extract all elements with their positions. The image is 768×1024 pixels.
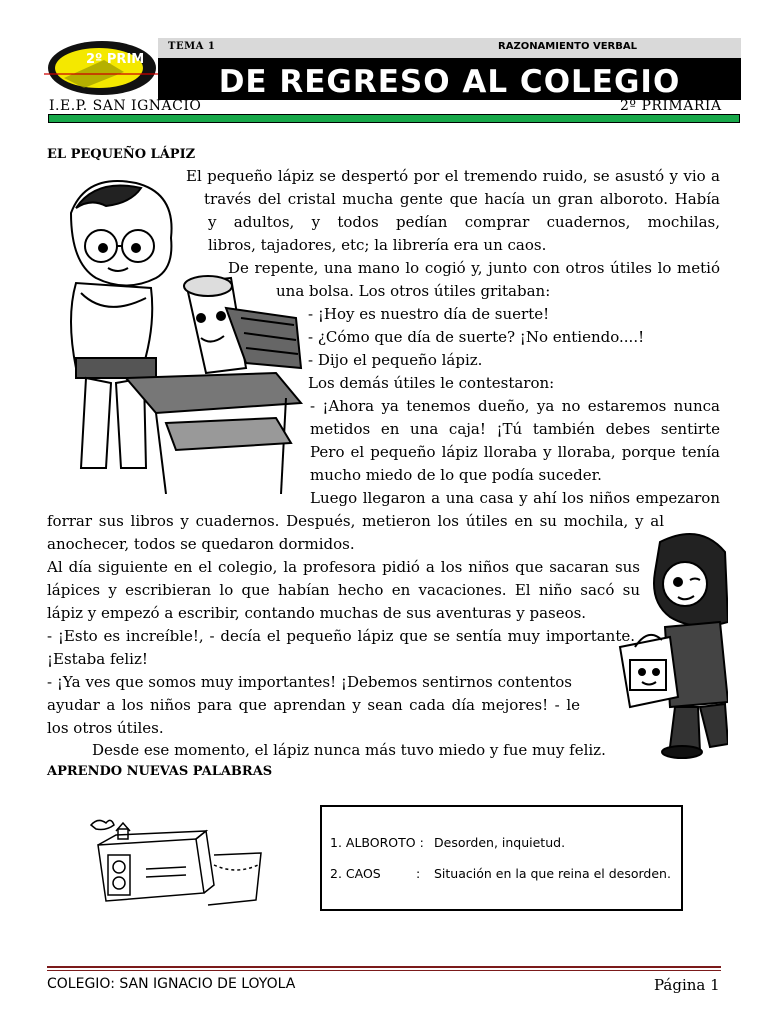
story-line: ¡Estaba feliz! <box>47 650 148 668</box>
story-line: - ¡Esto es increíble!, - decía el pequeño lápiz que se sentía muy importante. <box>47 627 635 645</box>
story-heading: EL PEQUEÑO LÁPIZ <box>47 147 196 162</box>
shop-illustration <box>86 815 266 915</box>
story-line: El pequeño lápiz se despertó por el tremendo ruido, se asustó y vio a <box>186 167 720 185</box>
vocab-definition: Situación en la que reina el desorden. <box>434 866 671 881</box>
story-line: libros, tajadores, etc; la librería era un caos. <box>208 236 547 254</box>
header-green-rule <box>48 114 740 123</box>
story-line: - ¿Cómo que día de suerte? ¡No entiendo....! <box>308 328 645 346</box>
header-topbar <box>158 38 741 58</box>
vocab-word: 1. ALBOROTO : <box>330 835 424 850</box>
vocab-word: 2. CAOS <box>330 866 381 881</box>
story-line: Al día siguiente en el colegio, la profesora pidió a los niños que sacaran sus <box>47 558 640 576</box>
school-name: I.E.P. SAN IGNACIO <box>49 98 202 114</box>
story-line: mucho miedo de lo que podía suceder. <box>310 466 602 484</box>
story-line: - ¡Hoy es nuestro día de suerte! <box>308 305 550 323</box>
logo-text: 2º PRIM <box>86 52 145 67</box>
story-line: forrar sus libros y cuadernos. Después, metieron los útiles en su mochila, y al <box>47 512 664 530</box>
vocab-colon: : <box>416 866 421 881</box>
story-line: metidos en una caja! ¡Tú también debes sentirte <box>310 420 720 438</box>
story-line: lápices y escribieran lo que habían hecho en vacaciones. El niño sacó su <box>47 581 640 599</box>
child-with-bag-illustration <box>600 522 728 760</box>
grade-label: 2º PRIMARIA <box>620 98 722 114</box>
story-line: lápiz y empezó a escribir, contando muchas de sus aventuras y paseos. <box>47 604 587 622</box>
vocabulary-box <box>320 805 683 911</box>
story-line: los otros útiles. <box>47 719 164 737</box>
story-line: y adultos, y todos pedían comprar cuadernos, mochilas, <box>208 213 720 231</box>
footer-rule-thin <box>47 970 721 971</box>
story-line: Luego llegaron a una casa y ahí los niños empezaron <box>310 489 720 507</box>
story-line: Los demás útiles le contestaron: <box>308 374 555 392</box>
story-line: anochecer, todos se quedaron dormidos. <box>47 535 355 553</box>
footer-school: COLEGIO: SAN IGNACIO DE LOYOLA <box>47 976 296 992</box>
footer-rule <box>47 966 721 968</box>
footer-page-number: Página 1 <box>654 976 720 994</box>
story-line: - ¡Ahora ya tenemos dueño, ya no estaremos nunca <box>310 397 720 415</box>
story-line: través del cristal mucha gente que hacía un gran alboroto. Había <box>204 190 720 208</box>
school-logo <box>44 38 164 104</box>
vocabulary-heading: APRENDO NUEVAS PALABRAS <box>47 764 273 779</box>
subject-label: RAZONAMIENTO VERBAL <box>498 41 637 52</box>
story-line: ayudar a los niños para que aprendan y sean cada día mejores! - le <box>47 696 580 714</box>
story-line: - ¡Ya ves que somos muy importantes! ¡Debemos sentirnos contentos <box>47 673 572 691</box>
page-title: DE REGRESO AL COLEGIO <box>218 64 681 100</box>
vocab-definition: Desorden, inquietud. <box>434 835 566 850</box>
story-line: una bolsa. Los otros útiles gritaban: <box>276 282 551 300</box>
story-line: Pero el pequeño lápiz lloraba y lloraba, porque tenía <box>310 443 720 461</box>
story-line: Desde ese momento, el lápiz nunca más tuvo miedo y fue muy feliz. <box>92 741 606 759</box>
story-line: - Dijo el pequeño lápiz. <box>308 351 483 369</box>
story-line: De repente, una mano lo cogió y, junto con otros útiles lo metió <box>228 259 720 277</box>
tema-label: TEMA 1 <box>168 41 216 52</box>
